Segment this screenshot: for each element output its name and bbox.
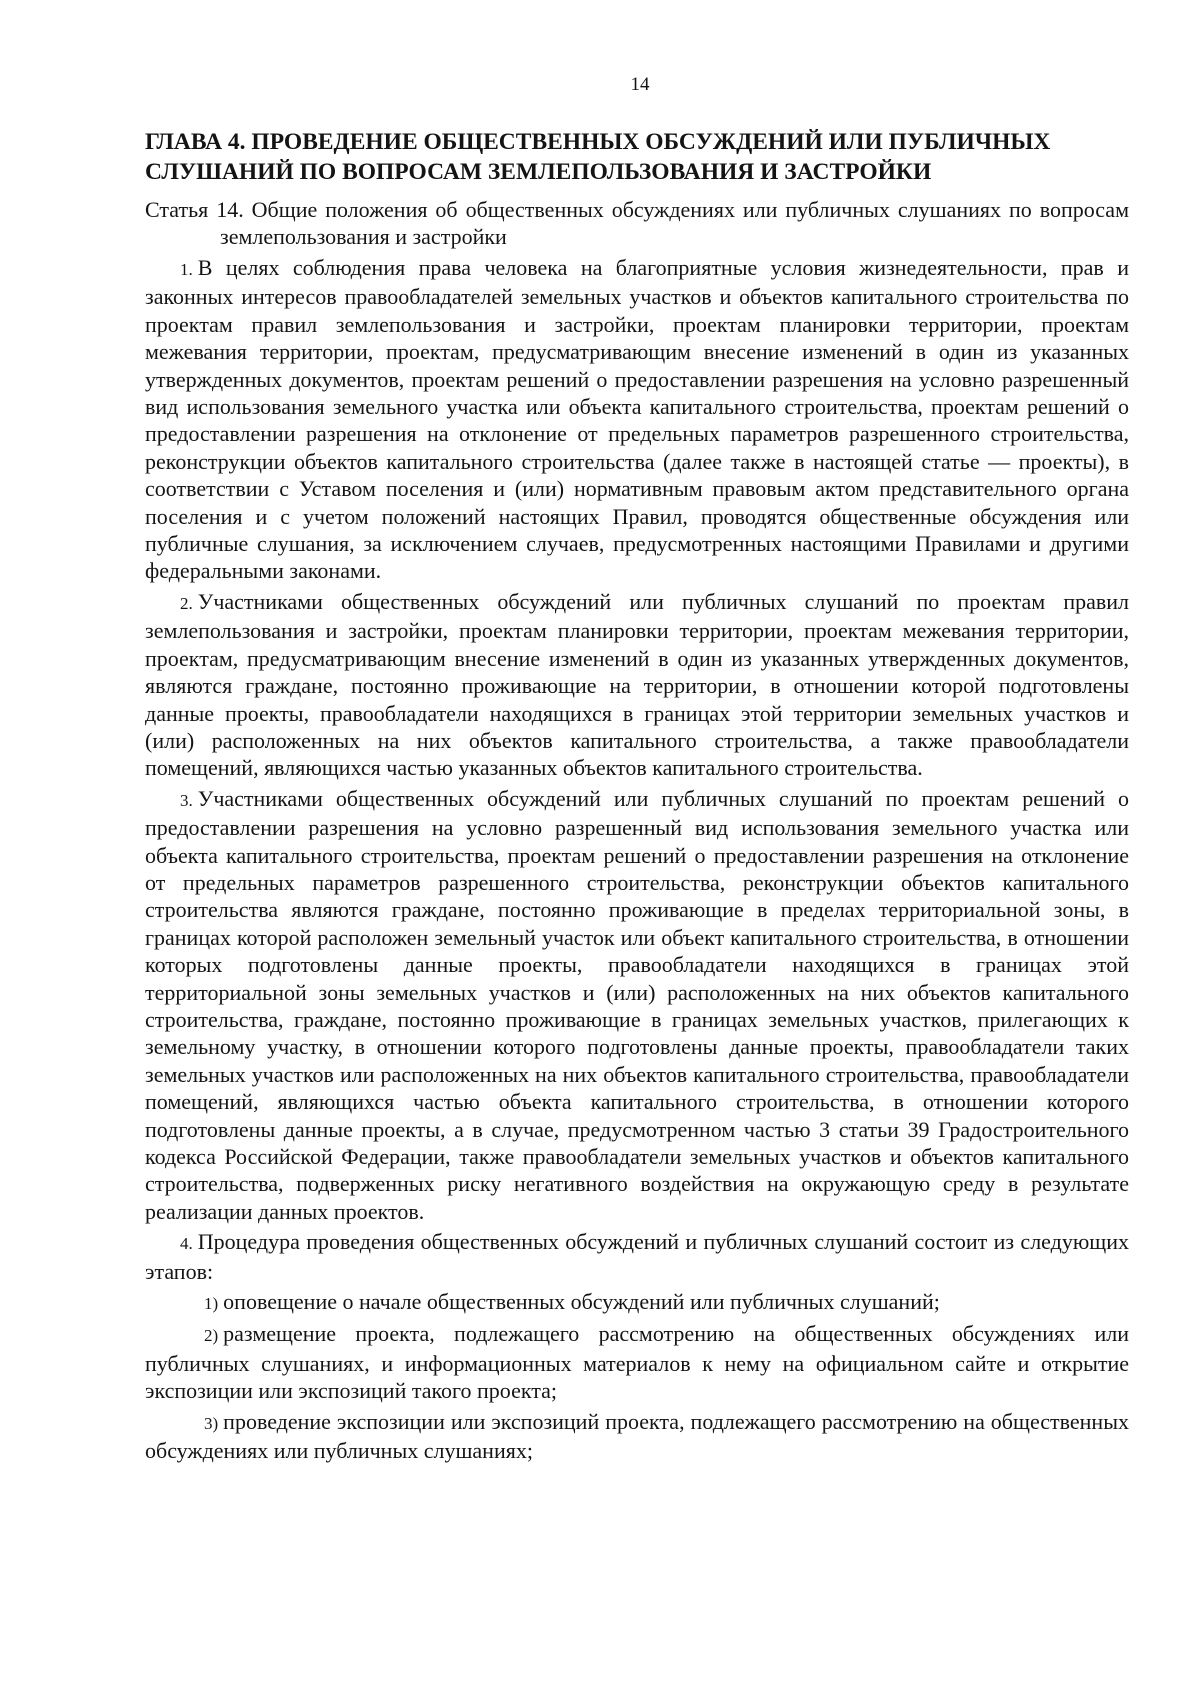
paragraph-number: 2. [180, 593, 193, 613]
paragraph-text: Участниками общественных обсуждений или публичных слушаний по проектам правил землепользования и застройки, проектам планировки территории, проектам межевания территории, проектам, предусматривающим внесение изменений в один из указанных утвержденных документов, являются граждане, постоянно проживающие на территории, в отношении которой подготовлены данные проекты, правообладатели находящихся в границах этой территории земельных участков и (или) расположенных на них объектов капитального строительства, а также правообладатели помещений, являющихся частью указанных объектов капитального строительства. [145, 588, 1129, 781]
paragraph-number: 4. [180, 1234, 193, 1254]
paragraph-number: 3. [180, 790, 193, 810]
paragraph-4 [145, 1228, 1129, 1285]
subitem-text: оповещение о начале общественных обсуждений или публичных слушаний; [223, 1289, 940, 1315]
paragraph-text: В целях соблюдения права человека на благоприятные условия жизнедеятельности, прав и законных интересов правообладателей земельных участков и объектов капитального строительства по проектам правил землепользования и застройки, проектам планировки территории, проектам межевания территории, проектам, предусматривающим внесение изменений в один из указанных утвержденных документов, проектам решений о предоставлении разрешения на условно разрешенный вид использования земельного участка или объекта капитального строительства, проектам решений о предоставлении разрешения на отклонение от предельных параметров разрешенного строительства, реконструкции объектов капитального строительства (далее также в настоящей статье — проекты), в соответствии с Уставом поселения и (или) нормативным правовым актом представительного органа поселения и с учетом положений настоящих Правил, проводятся общественные обсуждения или публичные слушания, за исключением случаев, предусмотренных настоящими Правилами и другими федеральными законами. [145, 255, 1129, 584]
article-title: Статья 14. Общие положения об общественных обсуждениях или публичных слушаниях по вопросам землепользования и застройки [145, 197, 1129, 249]
subitem-1 [145, 1288, 1129, 1317]
subitem-text: размещение проекта, подлежащего рассмотрению на общественных обсуждениях или публичных слушаниях, и информационных материалов к нему на официальном сайте и открытие экспозиции или экспозиций такого проекта; [145, 1321, 1129, 1404]
paragraph-text: Процедура проведения общественных обсуждений и публичных слушаний состоит из следующих этапов: [145, 1229, 1129, 1284]
paragraph-text: Участниками общественных обсуждений или публичных слушаний по проектам решений о предоставлении разрешения на условно разрешенный вид использования земельного участка или объекта капитального строительства, проектам решений о предоставлении разрешения на отклонение от предельных параметров разрешенного строительства, реконструкции объектов капитального строительства являются граждане, постоянно проживающие в пределах территориальной зоны, в границах которой расположен земельный участок или объект капитального строительства, в отношении которых подготовлены данные проекты, правообладатели находящихся в границах этой территориальной зоны земельных участков и (или) расположенных на них объектов капитального строительства, граждане, постоянно проживающие в границах земельных участков, прилегающих к земельному участку, в отношении которого подготовлены данные проекты, правообладатели таких земельных участков или расположенных на них объектов капитального строительства, правообладатели помещений, являющихся частью объекта капитального строительства, в отношении которого подготовлены данные проекты, а в случае, предусмотренном частью 3 статьи 39 Градостроительного кодекса Российской Федерации, также правообладатели земельных участков и объектов капитального строительства, подверженных риску негативного воздействия на окружающую среду в результате реализации данных проектов. [145, 785, 1129, 1224]
subitem-3 [145, 1408, 1129, 1465]
subitem-2 [145, 1320, 1129, 1404]
paragraph-2 [145, 588, 1129, 782]
paragraph-number: 1. [180, 260, 193, 279]
subitem-text: проведение экспозиции или экспозиций проекта, подлежащего рассмотрению на общественных обсуждениях или публичных слушаниях; [145, 1408, 1129, 1464]
subitem-number: 1) [204, 1294, 219, 1314]
subitem-number: 2) [204, 1326, 219, 1346]
subitem-number: 3) [204, 1413, 219, 1433]
chapter-title: ГЛАВА 4. ПРОВЕДЕНИЕ ОБЩЕСТВЕННЫХ ОБСУЖДЕНИЙ ИЛИ ПУБЛИЧНЫХ СЛУШАНИЙ ПО ВОПРОСАМ ЗЕМЛЕПОЛЬЗОВАНИЯ И ЗАСТРОЙКИ [145, 129, 1051, 185]
page-number: 14 [630, 74, 650, 95]
document-body [145, 127, 1129, 1467]
paragraph-3 [145, 785, 1129, 1226]
paragraph-1 [145, 254, 1129, 585]
